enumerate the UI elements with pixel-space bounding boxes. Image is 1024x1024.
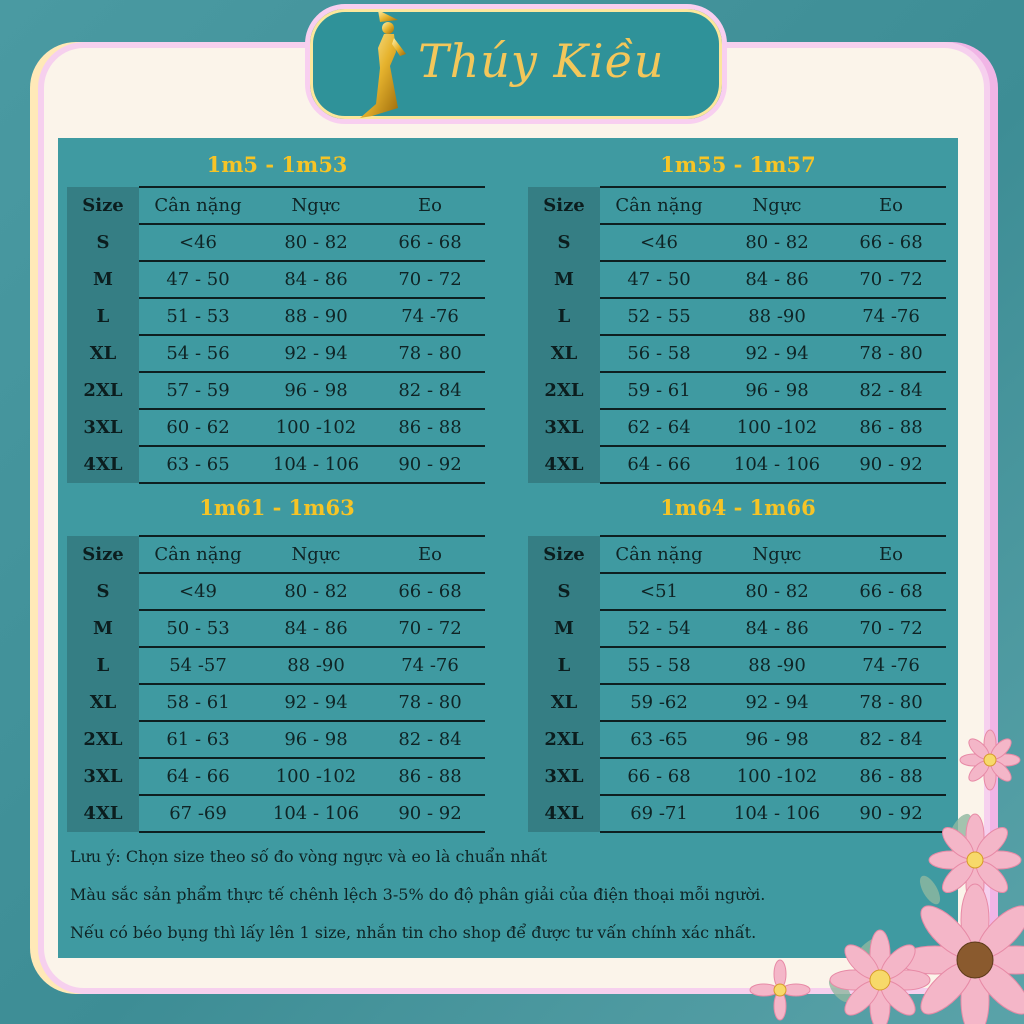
waist-cell: 78 - 80 <box>398 343 462 364</box>
table-row <box>528 610 948 647</box>
size-cell: 3XL <box>528 409 600 446</box>
table-row <box>528 446 948 483</box>
table-title: 1m61 - 1m63 <box>199 495 355 520</box>
bust-cell: 80 - 82 <box>284 232 348 253</box>
waist-cell: 74 -76 <box>862 306 920 327</box>
size-cell: S <box>67 224 139 261</box>
waist-cell: 86 - 88 <box>398 766 462 787</box>
weight-cell: 59 - 61 <box>627 380 691 401</box>
size-cell: 2XL <box>528 372 600 409</box>
bust-cell: 100 -102 <box>736 766 818 787</box>
table-row <box>67 610 487 647</box>
size-cell: L <box>67 298 139 335</box>
size-cell: 2XL <box>67 372 139 409</box>
waist-cell: 66 - 68 <box>859 232 923 253</box>
header-bust: Ngực <box>291 544 341 565</box>
weight-cell: 64 - 66 <box>627 454 691 475</box>
waist-cell: 86 - 88 <box>859 766 923 787</box>
table-row <box>67 684 487 721</box>
size-cell: 4XL <box>67 446 139 483</box>
waist-cell: 78 - 80 <box>859 692 923 713</box>
weight-cell: 52 - 55 <box>627 306 691 327</box>
weight-cell: 54 -57 <box>169 655 227 676</box>
waist-cell: 82 - 84 <box>398 729 462 750</box>
waist-cell: 70 - 72 <box>859 618 923 639</box>
bust-cell: 96 - 98 <box>745 729 809 750</box>
header-bust: Ngực <box>291 195 341 216</box>
waist-cell: 74 -76 <box>401 655 459 676</box>
note-line: Nếu có béo bụng thì lấy lên 1 size, nhắn tin cho shop để được tư vấn chính xác nhất. <box>70 923 757 942</box>
waist-cell: 66 - 68 <box>398 232 462 253</box>
golden-ao-dai-figure-icon <box>350 8 420 120</box>
table-row <box>67 335 487 372</box>
header-weight: Cân nặng <box>615 544 703 565</box>
size-cell: 4XL <box>67 795 139 832</box>
table-row <box>67 261 487 298</box>
waist-cell: 86 - 88 <box>859 417 923 438</box>
waist-cell: 82 - 84 <box>859 729 923 750</box>
table-row <box>67 721 487 758</box>
header-bust: Ngực <box>752 195 802 216</box>
size-cell: 3XL <box>528 758 600 795</box>
table-row <box>67 298 487 335</box>
table-title: 1m55 - 1m57 <box>660 152 816 177</box>
weight-cell: 58 - 61 <box>166 692 230 713</box>
table-row <box>528 335 948 372</box>
bust-cell: 100 -102 <box>275 766 357 787</box>
brand-name: Thúy Kiều <box>418 34 665 88</box>
bust-cell: 96 - 98 <box>284 729 348 750</box>
table-row <box>67 224 487 261</box>
table-header-row <box>67 536 487 573</box>
bust-cell: 88 -90 <box>748 306 806 327</box>
note-line: Màu sắc sản phẩm thực tế chênh lệch 3-5% do độ phân giải của điện thoại mỗi người. <box>70 885 766 904</box>
size-cell: 2XL <box>67 721 139 758</box>
bust-cell: 84 - 86 <box>745 269 809 290</box>
weight-cell: 62 - 64 <box>627 417 691 438</box>
waist-cell: 78 - 80 <box>398 692 462 713</box>
weight-cell: 54 - 56 <box>166 343 230 364</box>
size-cell: S <box>528 224 600 261</box>
header-bust: Ngực <box>752 544 802 565</box>
waist-cell: 70 - 72 <box>398 618 462 639</box>
bust-cell: 80 - 82 <box>284 581 348 602</box>
bust-cell: 100 -102 <box>275 417 357 438</box>
size-cell: M <box>528 610 600 647</box>
header-waist: Eo <box>418 195 442 216</box>
table-row <box>528 647 948 684</box>
bust-cell: 104 - 106 <box>733 454 821 475</box>
waist-cell: 74 -76 <box>401 306 459 327</box>
weight-cell: 66 - 68 <box>627 766 691 787</box>
waist-cell: 90 - 92 <box>398 454 462 475</box>
note-line: Lưu ý: Chọn size theo số đo vòng ngực và eo là chuẩn nhất <box>70 847 548 866</box>
weight-cell: <49 <box>179 581 217 602</box>
bust-cell: 104 - 106 <box>733 803 821 824</box>
header-size: Size <box>528 187 600 224</box>
weight-cell: 67 -69 <box>169 803 227 824</box>
weight-cell: 55 - 58 <box>627 655 691 676</box>
bust-cell: 100 -102 <box>736 417 818 438</box>
waist-cell: 66 - 68 <box>398 581 462 602</box>
size-cell: M <box>528 261 600 298</box>
bust-cell: 88 -90 <box>748 655 806 676</box>
weight-cell: <46 <box>640 232 678 253</box>
size-cell: S <box>67 573 139 610</box>
bust-cell: 88 - 90 <box>284 306 348 327</box>
weight-cell: 50 - 53 <box>166 618 230 639</box>
table-header-row <box>528 536 948 573</box>
waist-cell: 90 - 92 <box>859 454 923 475</box>
waist-cell: 74 -76 <box>862 655 920 676</box>
header-waist: Eo <box>879 195 903 216</box>
waist-cell: 86 - 88 <box>398 417 462 438</box>
size-cell: XL <box>67 335 139 372</box>
size-cell: L <box>67 647 139 684</box>
header-size: Size <box>67 536 139 573</box>
weight-cell: 60 - 62 <box>166 417 230 438</box>
size-cell: L <box>528 647 600 684</box>
header-size: Size <box>67 187 139 224</box>
bust-cell: 92 - 94 <box>745 343 809 364</box>
size-cell: S <box>528 573 600 610</box>
bust-cell: 80 - 82 <box>745 581 809 602</box>
size-cell: 3XL <box>67 758 139 795</box>
bust-cell: 104 - 106 <box>272 803 360 824</box>
weight-cell: 56 - 58 <box>627 343 691 364</box>
table-rule <box>600 186 946 188</box>
bust-cell: 92 - 94 <box>284 692 348 713</box>
table-title: 1m5 - 1m53 <box>206 152 348 177</box>
weight-cell: 61 - 63 <box>166 729 230 750</box>
bust-cell: 88 -90 <box>287 655 345 676</box>
waist-cell: 90 - 92 <box>859 803 923 824</box>
weight-cell: <46 <box>179 232 217 253</box>
bust-cell: 84 - 86 <box>745 618 809 639</box>
size-cell: XL <box>67 684 139 721</box>
bust-cell: 84 - 86 <box>284 618 348 639</box>
bust-cell: 92 - 94 <box>745 692 809 713</box>
waist-cell: 66 - 68 <box>859 581 923 602</box>
header-size: Size <box>528 536 600 573</box>
size-cell: L <box>528 298 600 335</box>
table-rule <box>139 535 485 537</box>
size-cell: XL <box>528 335 600 372</box>
table-row <box>67 758 487 795</box>
bust-cell: 104 - 106 <box>272 454 360 475</box>
weight-cell: 63 -65 <box>630 729 688 750</box>
bust-cell: 84 - 86 <box>284 269 348 290</box>
waist-cell: 82 - 84 <box>398 380 462 401</box>
table-row <box>67 372 487 409</box>
bust-cell: 96 - 98 <box>745 380 809 401</box>
weight-cell: 59 -62 <box>630 692 688 713</box>
table-row <box>528 224 948 261</box>
weight-cell: <51 <box>640 581 678 602</box>
weight-cell: 47 - 50 <box>627 269 691 290</box>
table-row <box>67 573 487 610</box>
table-row <box>528 261 948 298</box>
table-row <box>67 409 487 446</box>
weight-cell: 52 - 54 <box>627 618 691 639</box>
size-cell: 4XL <box>528 795 600 832</box>
weight-cell: 57 - 59 <box>166 380 230 401</box>
table-title: 1m64 - 1m66 <box>660 495 816 520</box>
size-cell: M <box>67 610 139 647</box>
table-header-row <box>67 187 487 224</box>
weight-cell: 47 - 50 <box>166 269 230 290</box>
table-row <box>528 298 948 335</box>
weight-cell: 51 - 53 <box>166 306 230 327</box>
table-row <box>67 647 487 684</box>
waist-cell: 82 - 84 <box>859 380 923 401</box>
table-row <box>528 372 948 409</box>
size-cell: XL <box>528 684 600 721</box>
size-cell: 2XL <box>528 721 600 758</box>
weight-cell: 64 - 66 <box>166 766 230 787</box>
weight-cell: 69 -71 <box>630 803 688 824</box>
waist-cell: 90 - 92 <box>398 803 462 824</box>
header-waist: Eo <box>418 544 442 565</box>
table-rule <box>600 535 946 537</box>
table-row <box>528 573 948 610</box>
table-row <box>67 446 487 483</box>
size-cell: 4XL <box>528 446 600 483</box>
table-row <box>528 409 948 446</box>
weight-cell: 63 - 65 <box>166 454 230 475</box>
size-cell: 3XL <box>67 409 139 446</box>
table-row <box>67 795 487 832</box>
header-waist: Eo <box>879 544 903 565</box>
bust-cell: 96 - 98 <box>284 380 348 401</box>
size-cell: M <box>67 261 139 298</box>
bust-cell: 92 - 94 <box>284 343 348 364</box>
header-weight: Cân nặng <box>615 195 703 216</box>
table-rule <box>139 186 485 188</box>
bust-cell: 80 - 82 <box>745 232 809 253</box>
pink-daisy-flowers-icon <box>720 690 1024 1024</box>
header-weight: Cân nặng <box>154 544 242 565</box>
waist-cell: 70 - 72 <box>398 269 462 290</box>
waist-cell: 78 - 80 <box>859 343 923 364</box>
waist-cell: 70 - 72 <box>859 269 923 290</box>
table-header-row <box>528 187 948 224</box>
header-weight: Cân nặng <box>154 195 242 216</box>
